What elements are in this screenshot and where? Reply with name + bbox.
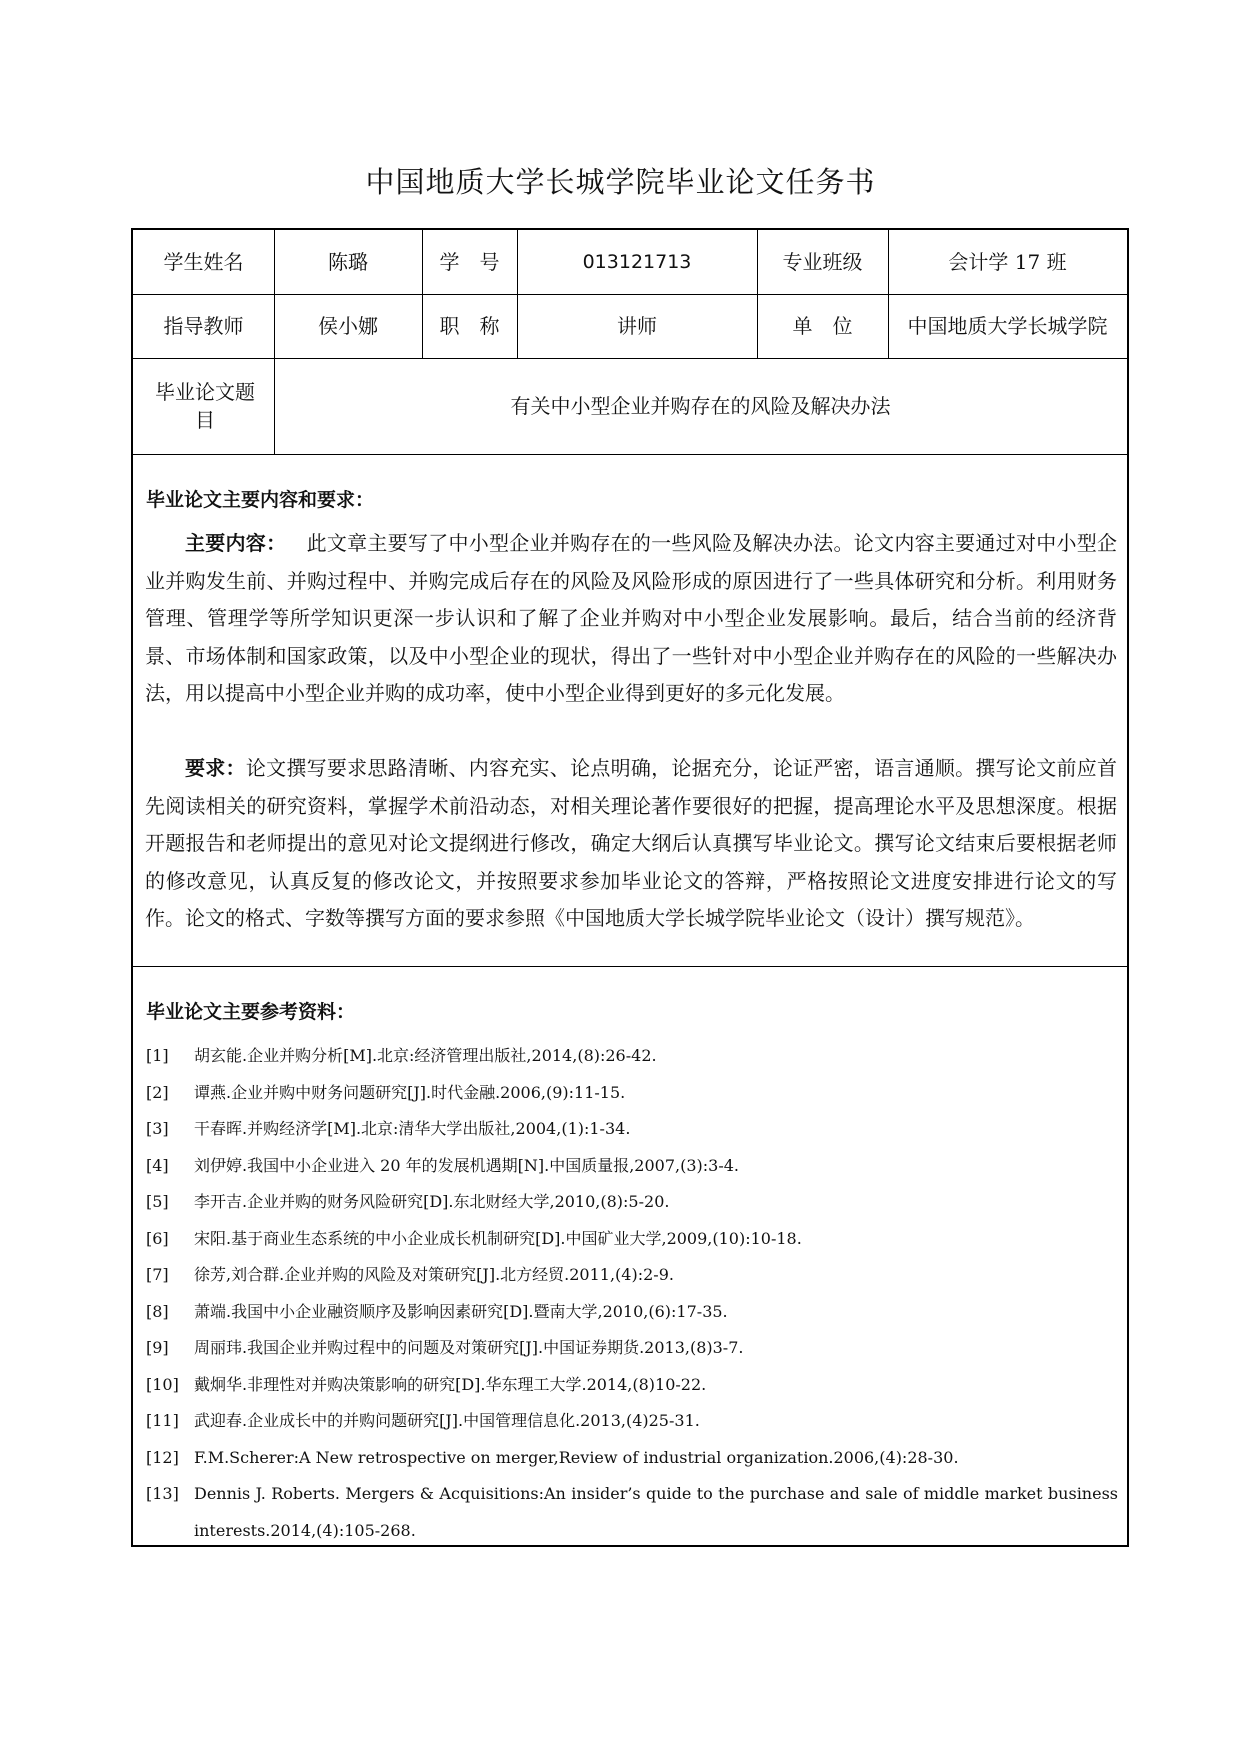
requirements-paragraph (145, 750, 1117, 938)
reference-item: [13] Dennis J. Roberts. Mergers & Acquisitions:An insider’s quide to the purchase and sale of middle market business interests.2014,(4):105-268. (146, 1484, 1118, 1540)
student-id-label: 学 号 (439, 250, 500, 274)
unit-label: 单 位 (792, 314, 853, 338)
reference-item: [3] 干春晖.并购经济学[M].北京:清华大学出版社,2004,(1):1-34. (146, 1119, 631, 1138)
reference-item: [6] 宋阳.基于商业生态系统的中小企业成长机制研究[D].中国矿业大学,2009,(10):10-18. (146, 1228, 802, 1248)
rank-value: 讲师 (617, 314, 657, 338)
reference-item: [10] 戴炯华.非理性对并购决策影响的研究[D].华东理工大学.2014,(8)10-22. (146, 1374, 707, 1394)
reference-item: [1] 胡玄能.企业并购分析[M].北京:经济管理出版社,2014,(8):26-42. (146, 1046, 657, 1065)
page-title: 中国地质大学长城学院毕业论文任务书 (365, 165, 876, 199)
reference-item: [5] 李开吉.企业并购的财务风险研究[D].东北财经大学,2010,(8):5-20. (146, 1192, 670, 1211)
student-id-value: 013121713 (582, 250, 692, 273)
row-divider (133, 454, 1127, 455)
references-heading: 毕业论文主要参考资料： (146, 1001, 356, 1023)
unit-value: 中国地质大学长城学院 (907, 314, 1108, 338)
main-content-label: 主要内容： (185, 531, 287, 555)
reference-item: [12] F.M.Scherer:A New retrospective on merger,Review of industrial organization.2006,(4):28-30. (146, 1447, 959, 1467)
reference-item: [11] 武迎春.企业成长中的并购问题研究[J].中国管理信息化.2013,(4)25-31. (146, 1411, 700, 1430)
student-name-value: 陈璐 (328, 250, 368, 274)
reference-item: [2] 谭燕.企业并购中财务问题研究[J].时代金融.2006,(9):11-15. (146, 1082, 626, 1102)
row-divider (133, 966, 1127, 967)
requirements-label: 要求： (185, 756, 246, 780)
references-list (146, 1038, 1118, 1549)
advisor-value: 侯小娜 (318, 314, 378, 338)
rank-label: 职 称 (439, 314, 500, 338)
main-content-paragraph (145, 525, 1117, 713)
requirements-text: 论文撰写要求思路清晰、内容充实、论点明确，论据充分，论证严密，语言通顺。撰写论文前应首先阅读相关的研究资料，掌握学术前沿动态，对相关理论著作要很好的把握，提高理论水平及思想深度。根据开题报告和老师提出的意见对论文提纲进行修改，确定大纲后认真撰写毕业论文。撰写论文结束后要根据老师的修改意见，认真反复的修改论文，并按照要求参加毕业论文的答辩，严格按照论文进度安排进行论文的写作。论文的格式、字数等撰写方面的要求参照《中国地质大学长城学院毕业论文（设计）撰写规范》。 (145, 756, 1118, 930)
reference-item: [9] 周丽玮.我国企业并购过程中的问题及对策研究[J].中国证券期货.2013,(8)3-7. (146, 1338, 744, 1357)
main-content-text: 此文章主要写了中小型企业并购存在的一些风险及解决办法。论文内容主要通过对中小型企业并购发生前、并购过程中、并购完成后存在的风险及风险形成的原因进行了一些具体研究和分析。利用财务管理、管理学等所学知识更深一步认识和了解了企业并购对中小型企业发展影响。最后，结合当前的经济背景、市场体制和国家政策，以及中小型企业的现状，得出了一些针对中小型企业并购存在的风险的一些解决办法，用以提高中小型企业并购的成功率，使中小型企业得到更好的多元化发展。 (145, 531, 1118, 705)
task-form-table (131, 228, 1129, 1547)
reference-item: [4] 刘伊婷.我国中小企业进入 20 年的发展机遇期[N].中国质量报,2007,(3):3-4. (146, 1155, 739, 1175)
content-heading: 毕业论文主要内容和要求： (146, 489, 375, 511)
reference-item: [7] 徐芳,刘合群.企业并购的风险及对策研究[J].北方经贸.2011,(4):2-9. (146, 1265, 674, 1284)
student-name-label: 学生姓名 (163, 250, 244, 274)
advisor-label: 指导教师 (163, 314, 244, 338)
reference-item: [8] 萧端.我国中小企业融资顺序及影响因素研究[D].暨南大学,2010,(6):17-35. (146, 1301, 728, 1321)
class-label: 专业班级 (782, 250, 863, 274)
topic-value: 有关中小型企业并购存在的风险及解决办法 (510, 394, 891, 418)
class-value: 会计学 17 班 (948, 250, 1067, 274)
topic-label: 毕业论文题目 (155, 380, 255, 432)
